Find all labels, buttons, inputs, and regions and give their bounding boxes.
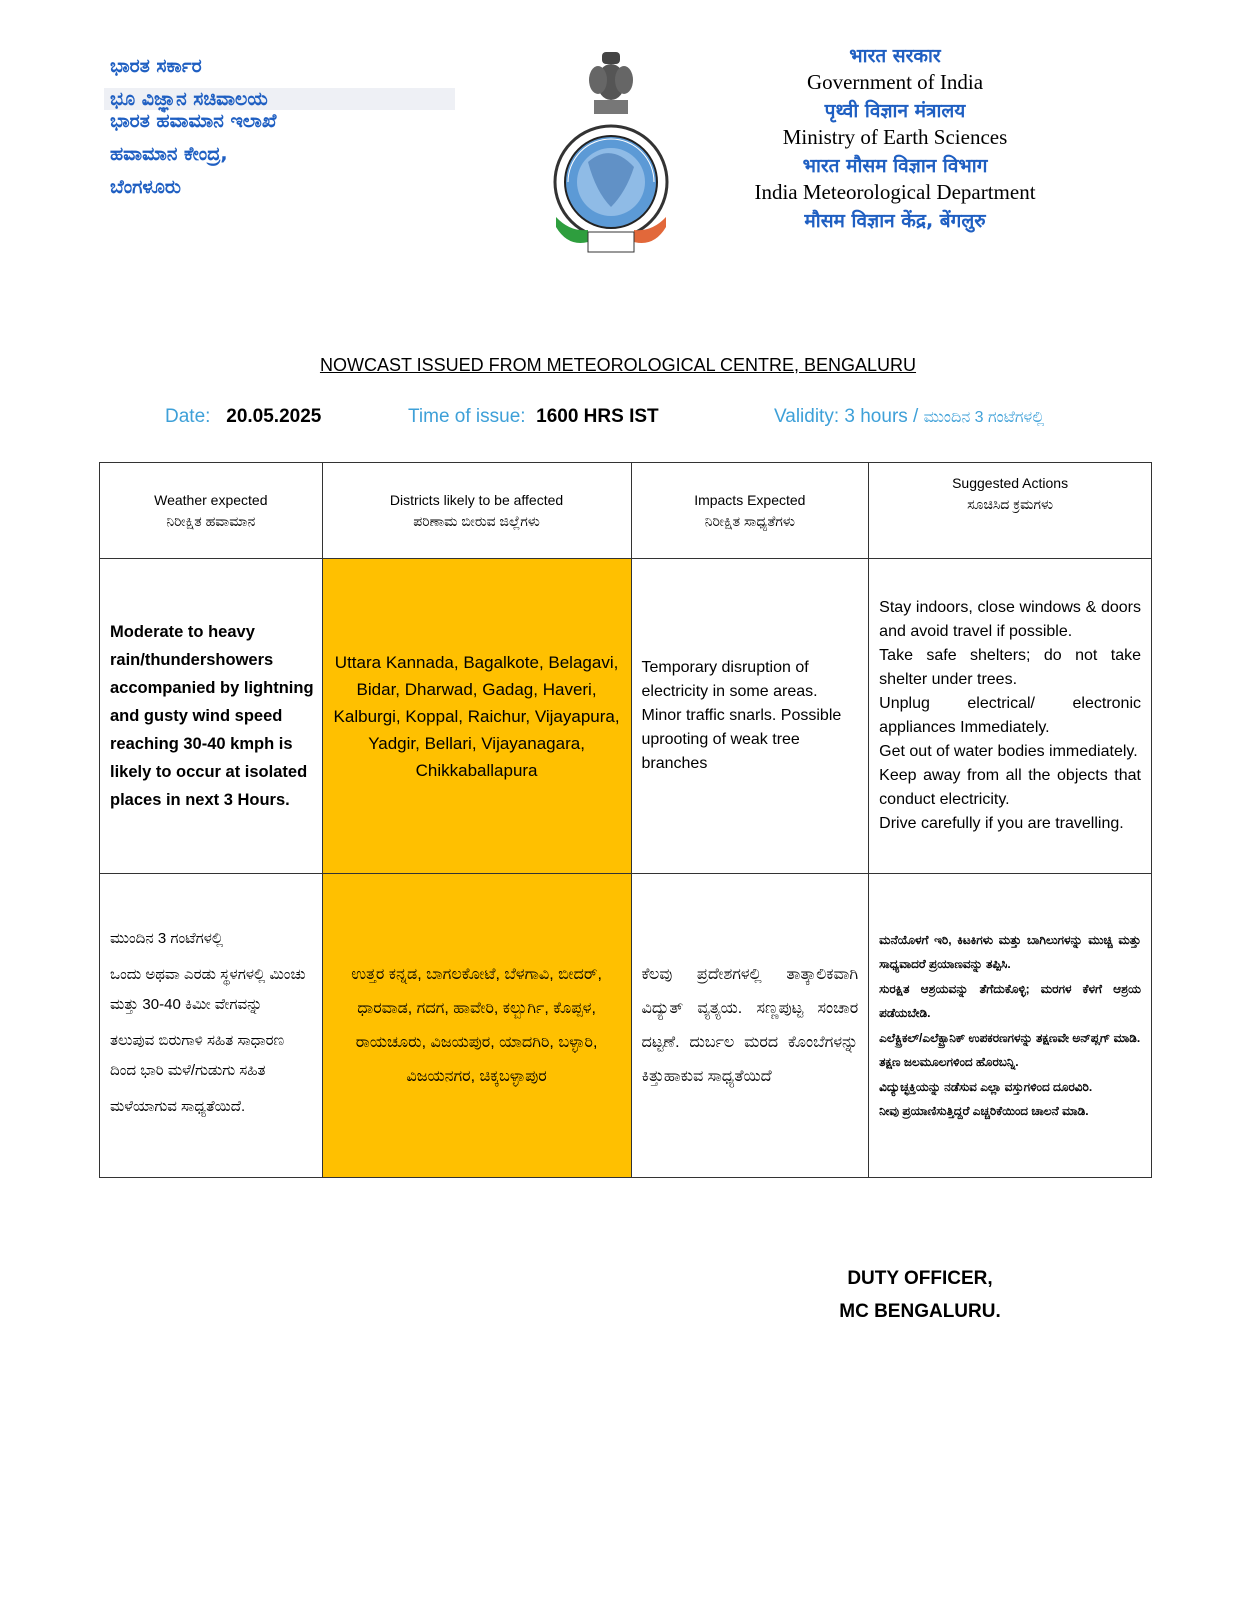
nowcast-table <box>99 462 1152 1178</box>
action-item: Take safe shelters; do not take shelter under trees. <box>879 647 1141 688</box>
hi-centre: मौसम विज्ञान केंद्र, बेंगलुरु <box>804 210 986 232</box>
signature-line-1: DUTY OFFICER, <box>847 1268 993 1289</box>
header-districts-kn: ಪರಿಣಾಮ ಬೀರುವ ಜಿಲ್ಲೆಗಳು <box>413 512 540 529</box>
weather-kn-line: ತಲುಪುವ ಬಿರುಗಾಳಿ ಸಹಿತ ಸಾಧಾರಣ ದಿಂದ ಭಾರಿ ಮಳೆ/ಗುಡುಗು ಸಹಿತ <box>110 1031 285 1079</box>
table-header-row <box>100 463 1152 559</box>
action-item: Get out of water bodies immediately. <box>879 743 1138 760</box>
ashoka-emblem-icon <box>589 52 633 114</box>
header-weather-kn: ನಿರೀಕ್ಷಿತ ಹವಾಮಾನ <box>166 512 256 529</box>
header-impacts-kn: ನಿರೀಕ್ಷಿತ ಸಾಧ್ಯತೆಗಳು <box>704 512 795 529</box>
actions-kn-cell <box>869 874 1152 1178</box>
validity-label: Validity: 3 hours / <box>774 406 924 427</box>
english-hindi-header <box>745 40 1045 235</box>
header-actions <box>869 463 1152 559</box>
action-item-kn: ಮನೆಯೊಳಗೆ ಇರಿ, ಕಿಟಕಿಗಳು ಮತ್ತು ಬಾಗಿಲುಗಳನ್ನು ಮುಚ್ಚಿ ಮತ್ತು ಸಾಧ್ಯವಾದರೆ ಪ್ರಯಾಣವನ್ನು ತಪ್ಪಿಸಿ. <box>879 932 1141 971</box>
header-actions-kn: ಸೂಚಿಸಿದ ಕ್ರಮಗಳು <box>967 496 1054 512</box>
validity-kn: ಮುಂದಿನ 3 ಗಂಟೆಗಳಲ್ಲಿ <box>923 409 1045 426</box>
action-item: Unplug electrical/ electronic appliances Immediately. <box>879 695 1141 736</box>
date-field <box>165 406 321 428</box>
validity-field <box>774 406 1044 428</box>
action-item: Drive carefully if you are travelling. <box>879 815 1124 832</box>
weather-en-cell: Moderate to heavy rain/thundershowers accompanied by lightning and gusty wind speed reaching 30-40 kmph is likely to occur at isolated places in next 3 Hours. <box>100 559 323 874</box>
kannada-header <box>110 55 470 209</box>
imd-emblem-logo <box>548 42 674 262</box>
time-label: Time of issue <box>408 406 521 427</box>
hi-dept: भारत मौसम विज्ञान विभाग <box>802 155 988 177</box>
action-item-kn: ವಿದ್ಯುಚ್ಛಕ್ತಿಯನ್ನು ನಡೆಸುವ ಎಲ್ಲಾ ವಸ್ತುಗಳಿಂದ ದೂರವಿರಿ. <box>879 1079 1093 1094</box>
table-row <box>100 559 1152 874</box>
header-actions-en: Suggested Actions <box>952 475 1069 491</box>
en-ministry: Ministry of Earth Sciences <box>782 125 1008 149</box>
action-item-kn: ಎಲೆಕ್ಟ್ರಿಕಲ್/ಎಲೆಕ್ಟ್ರಾನಿಕ್ ಉಪಕರಣಗಳನ್ನು ತಕ್ಷಣವೇ ಅನ್‌ಪ್ಲಗ್ ಮಾಡಿ. <box>879 1030 1141 1045</box>
header-impacts-en: Impacts Expected <box>694 491 806 508</box>
kn-header-line-4: ಹವಾಮಾನ ಕೇಂದ್ರ, <box>110 143 228 165</box>
kn-header-line-1: ಭಾರತ ಸರ್ಕಾರ <box>110 55 202 77</box>
impacts-en-cell: Temporary disruption of electricity in some areas. Minor traffic snarls. Possible uprooting of weak tree branches <box>631 559 869 874</box>
actions-en-cell <box>869 559 1152 874</box>
weather-kn-line: ಒಂದು ಅಥವಾ ಎರಡು ಸ್ಥಳಗಳಲ್ಲಿ ಮಿಂಚು ಮತ್ತು 30-40 ಕಿಮೀ ವೇಗವನ್ನು <box>110 965 306 1013</box>
header-weather-en: Weather expected <box>154 491 268 508</box>
table-row <box>100 874 1152 1178</box>
date-value: 20.05.2025 <box>226 406 322 427</box>
en-dept: India Meteorological Department <box>754 180 1036 204</box>
signature-block <box>760 1262 1080 1328</box>
action-item-kn: ತಕ್ಷಣ ಜಲಮೂಲಗಳಿಂದ ಹೊರಬನ್ನಿ. <box>879 1055 1019 1069</box>
districts-kn-cell: ಉತ್ತರ ಕನ್ನಡ, ಬಾಗಲಕೋಟೆ, ಬೆಳಗಾವಿ, ಬೀದರ್, ಧಾರವಾಡ, ಗದಗ, ಹಾವೇರಿ, ಕಲ್ಬುರ್ಗಿ, ಕೊಪ್ಪಳ, ರಾಯಚೂರು, ವಿಜಯಪುರ, ಯಾದಗಿರಿ, ಬಳ್ಳಾರಿ, ವಿಜಯನಗರ, ಚಿಕ್ಕಬಳ್ಳಾಪುರ <box>322 874 631 1178</box>
kn-header-line-3: ಭಾರತ ಹವಾಮಾನ ಇಲಾಖೆ <box>110 110 277 132</box>
action-item-kn: ಸುರಕ್ಷಿತ ಆಶ್ರಯವನ್ನು ತೆಗೆದುಕೊಳ್ಳಿ; ಮರಗಳ ಕೆಳಗೆ ಆಶ್ರಯ ಪಡೆಯಬೇಡಿ. <box>879 981 1141 1020</box>
weather-kn-line: ಮಳೆಯಾಗುವ ಸಾಧ್ಯತೆಯಿದೆ. <box>110 1097 246 1115</box>
time-value: 1600 HRS IST <box>536 406 659 427</box>
time-field <box>408 406 659 428</box>
date-label: Date: <box>165 406 211 427</box>
action-item: Keep away from all the objects that conduct electricity. <box>879 767 1141 808</box>
hi-ministry: पृथ्वी विज्ञान मंत्रालय <box>824 100 966 122</box>
weather-kn-cell <box>100 874 323 1178</box>
header-impacts <box>631 463 869 559</box>
action-item-kn: ನೀವು ಪ್ರಯಾಣಿಸುತ್ತಿದ್ದರೆ ಎಚ್ಚರಿಕೆಯಿಂದ ಚಾಲನೆ ಮಾಡಿ. <box>879 1104 1089 1118</box>
kn-header-line-5: ಬೆಂಗಳೂರು <box>110 176 181 198</box>
impacts-kn-cell: ಕೆಲವು ಪ್ರದೇಶಗಳಲ್ಲಿ ತಾತ್ಕಾಲಿಕವಾಗಿ ವಿದ್ಯುತ್ ವ್ಯತ್ಯಯ. ಸಣ್ಣಪುಟ್ಟ ಸಂಚಾರ ದಟ್ಟಣೆ. ದುರ್ಬಲ ಮರದ ಕೊಂಬೆಗಳನ್ನು ಕಿತ್ತುಹಾಕುವ ಸಾಧ್ಯತೆಯಿದೆ <box>631 874 869 1178</box>
time-colon: : <box>520 406 526 427</box>
header-weather <box>100 463 323 559</box>
en-gov: Government of India <box>806 70 984 94</box>
page-title: NOWCAST ISSUED FROM METEOROLOGICAL CENTRE, BENGALURU <box>319 355 917 375</box>
kn-header-line-2: ಭೂ ವಿಜ್ಞಾನ ಸಚಿವಾಲಯ <box>104 88 455 110</box>
hi-gov: भारत सरकार <box>849 45 941 67</box>
action-item: Stay indoors, close windows & doors and avoid travel if possible. <box>879 599 1141 640</box>
signature-line-2: MC BENGALURU. <box>839 1301 1001 1322</box>
header-districts-en: Districts likely to be affected <box>389 491 564 508</box>
districts-en-cell: Uttara Kannada, Bagalkote, Belagavi, Bidar, Dharwad, Gadag, Haveri, Kalburgi, Koppal, Raichur, Vijayapura, Yadgir, Bellari, Vijayanagara, Chikkaballapura <box>322 559 631 874</box>
imd-globe-icon <box>555 126 667 238</box>
header-districts <box>322 463 631 559</box>
weather-kn-line: ಮುಂದಿನ 3 ಗಂಟೆಗಳಲ್ಲಿ <box>110 929 224 947</box>
